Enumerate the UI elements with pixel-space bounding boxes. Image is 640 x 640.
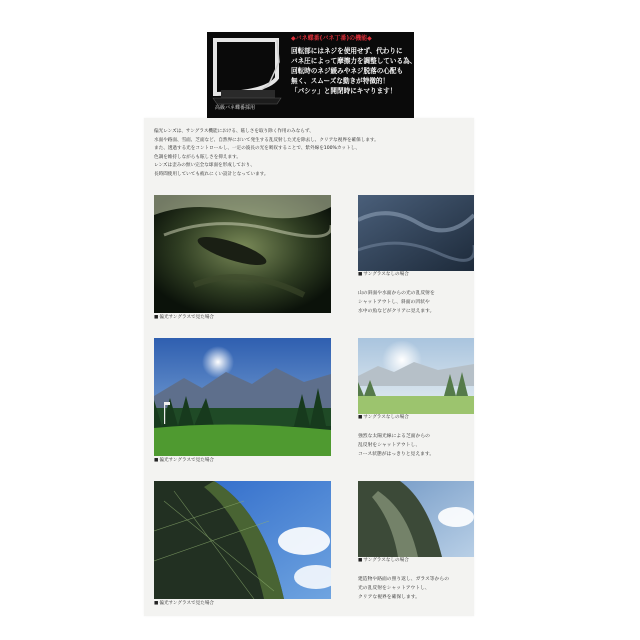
building-note (358, 575, 449, 602)
water-no-glasses-caption: ■ サングラスなしの場合 (358, 273, 409, 278)
note-line: 光の乱反射をシャットアウトし、 (358, 586, 430, 591)
note-line: クリアな視界を確保します。 (358, 595, 420, 600)
intro-line: 色調を維持しながらも眩しさを抑えます。 (154, 154, 241, 160)
spring-line: 無く、スムーズな動きが特徴的！ (291, 77, 390, 85)
note-line: コース状態がはっきりと見えます。 (358, 452, 435, 457)
building-no-glasses-caption: ■ サングラスなしの場合 (358, 559, 409, 564)
intro-text (154, 128, 470, 179)
golf-polarized-caption: ■ 偏光サングラスで見た場合 (154, 459, 214, 464)
note-line: 建造物や路面の照り返し、ガラス等からの (358, 577, 449, 582)
spring-description (291, 46, 415, 96)
building-no-glasses-photo (358, 481, 474, 557)
note-line: シャットアウトし、斜面の凹状や (358, 300, 430, 305)
spring-title: ◆バネ蝶番(バネ丁番)の機能◆ (291, 35, 372, 42)
water-polarized-caption: ■ 偏光サングラスで見た場合 (154, 316, 214, 321)
building-polarized-caption: ■ 偏光サングラスで見た場合 (154, 602, 214, 607)
golf-no-glasses-photo (358, 338, 474, 414)
spring-line: 回転部にはネジを使用せず、代わりに (291, 47, 403, 55)
intro-line: 偏光レンズは、サングラス機能における、眩しさを取り除く作用のみならず、 (154, 129, 314, 134)
note-line: 乱反射をシャットアウトし、 (358, 443, 421, 448)
intro-line: また、透過する光をコントロールし、一定の波長の光を吸収することで、紫外線を100%カットし、 (154, 146, 360, 151)
spring-caption: 高級バネ蝶番採用 (215, 105, 256, 111)
golf-no-glasses-caption: ■ サングラスなしの場合 (358, 416, 409, 421)
intro-line: 水面や路面、雪面、芝面など、自然界において発生する乱反射した光を除去し、クリアな視界を確保します。 (154, 137, 379, 143)
spring-line: 「パシッ」と開閉時にキマります！ (291, 87, 397, 95)
golf-polarized-photo (154, 338, 331, 456)
spring-hinge-panel (207, 32, 417, 118)
spring-line: バネ圧によって摩擦力を調整している為、 (291, 57, 417, 65)
note-line: 水中の魚などがクリアに見えます。 (358, 309, 435, 314)
water-no-glasses-photo (358, 195, 474, 271)
water-note (358, 289, 435, 316)
building-polarized-photo (154, 481, 331, 599)
golf-note (358, 432, 434, 459)
intro-line: 長時間使用していても疲れにくい設計となっています。 (154, 171, 269, 177)
intro-line: レンズは歪みの無い完全な球面を形成しており、 (154, 163, 255, 168)
water-polarized-photo (154, 195, 331, 313)
note-line: 強烈な太陽光線による芝面からの (358, 434, 430, 439)
spring-line: 回転時のネジ緩みやネジ脱落の心配も (291, 67, 404, 75)
note-line: 山の斜面や水面からの光の乱反射を (358, 291, 435, 296)
